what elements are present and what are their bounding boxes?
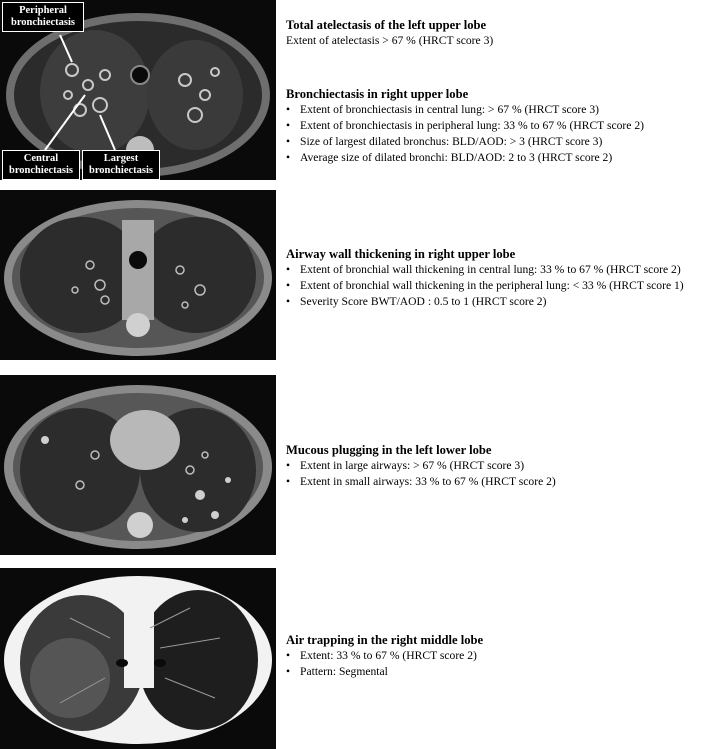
- section-bronchiectasis: [286, 86, 706, 166]
- bullet-item: • Extent in large airways: > 67 % (HRCT score 3): [286, 458, 706, 474]
- bullet-list: [286, 458, 706, 490]
- bullet-item: • Extent of bronchiectasis in peripheral lung: 33 % to 67 % (HRCT score 2): [286, 118, 706, 134]
- bullet-item: • Average size of dilated bronchi: BLD/AOD: 2 to 3 (HRCT score 2): [286, 150, 706, 166]
- label-central-bronchiectasis: Central bronchiectasis: [2, 150, 80, 180]
- bullet-item: • Pattern: Segmental: [286, 664, 706, 680]
- bullet-list: [286, 648, 706, 680]
- bullet-item: • Extent: 33 % to 67 % (HRCT score 2): [286, 648, 706, 664]
- label-largest-bronchiectasis: Largest bronchiectasis: [82, 150, 160, 180]
- bullet-item: • Size of largest dilated bronchus: BLD/AOD: > 3 (HRCT score 3): [286, 134, 706, 150]
- section-title: Mucous plugging in the left lower lobe: [286, 443, 492, 457]
- ct-image-bronchiectasis: [0, 0, 276, 180]
- ct-scan-4: [0, 568, 276, 749]
- section-wall-thickening: [286, 246, 706, 310]
- bullet-item: • Extent in small airways: 33 % to 67 % (HRCT score 2): [286, 474, 706, 490]
- ct-image-air-trapping: [0, 568, 276, 749]
- section-title: Airway wall thickening in right upper lobe: [286, 247, 516, 261]
- section-title: Bronchiectasis in right upper lobe: [286, 87, 469, 101]
- section-atelectasis: [286, 17, 706, 49]
- ct-image-wall-thickening: [0, 190, 276, 360]
- bullet-item: • Extent of bronchial wall thickening in the peripheral lung: < 33 % (HRCT score 1): [286, 278, 706, 294]
- section-air-trapping: [286, 632, 706, 680]
- bullet-list: [286, 102, 706, 166]
- bullet-item: • Severity Score BWT/AOD : 0.5 to 1 (HRCT score 2): [286, 294, 706, 310]
- bullet-item: • Extent of bronchiectasis in central lung: > 67 % (HRCT score 3): [286, 102, 706, 118]
- section-title: Air trapping in the right middle lobe: [286, 633, 484, 647]
- ct-scan-3: [0, 375, 276, 555]
- label-peripheral-bronchiectasis: Peripheral bronchiectasis: [2, 2, 84, 32]
- ct-image-mucous-plugging: [0, 375, 276, 555]
- section-line: Extent of atelectasis > 67 % (HRCT score 3): [286, 34, 494, 47]
- bullet-item: • Extent of bronchial wall thickening in central lung: 33 % to 67 % (HRCT score 2): [286, 262, 706, 278]
- bullet-list: [286, 262, 706, 310]
- section-title: Total atelectasis of the left upper lobe: [286, 18, 487, 32]
- ct-scan-2: [0, 190, 276, 360]
- section-mucous-plugging: [286, 442, 706, 490]
